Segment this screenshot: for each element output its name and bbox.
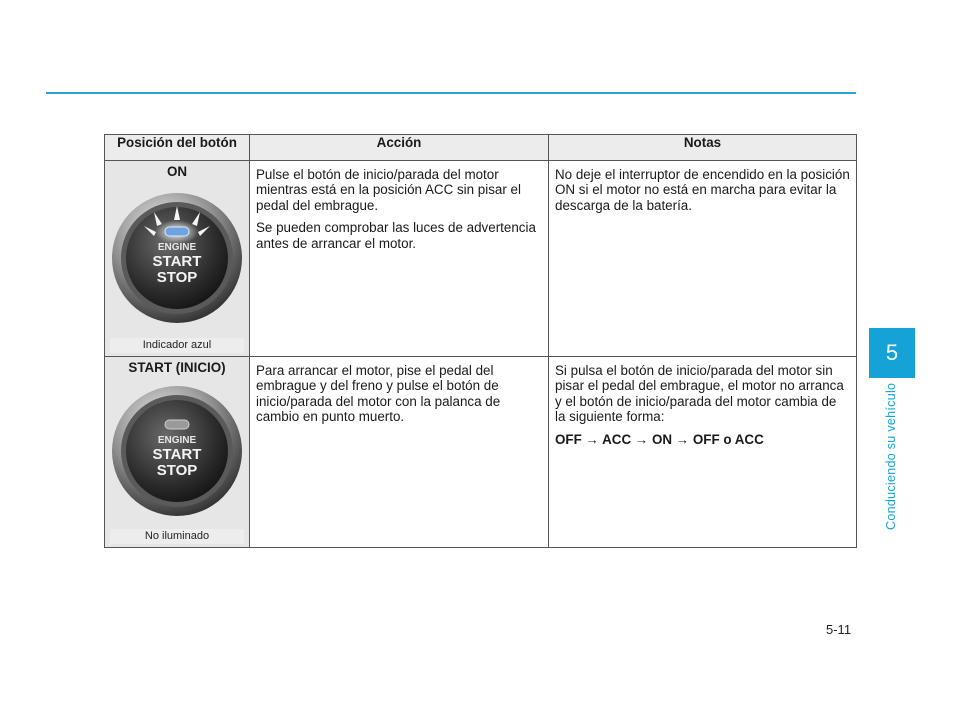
svg-text:STOP: STOP — [156, 269, 198, 286]
action-cell — [250, 161, 549, 357]
table-header-row — [105, 135, 857, 161]
svg-text:ENGINE: ENGINE — [157, 242, 197, 253]
table-row — [105, 357, 857, 548]
notes-text: Si pulsa el botón de inicio/parada del motor sin pisar el pedal del embrague, el motor no arranca y el botón de inicio/parada del motor cambia de la siguiente forma: — [555, 363, 844, 425]
position-label: START (INICIO) — [128, 360, 226, 375]
notes-text: No deje el interruptor de encendido en la posición ON si el motor no está en marcha para evitar la descarga de la batería. — [555, 167, 850, 213]
page-number: 5-11 — [826, 622, 852, 637]
header-notes: Notas — [549, 135, 857, 161]
chapter-number-tab — [869, 328, 915, 378]
image-caption: No iluminado — [110, 529, 244, 544]
notes-sequence: OFF → ACC → ON → OFF o ACC — [555, 431, 764, 447]
top-rule — [46, 92, 856, 94]
svg-text:START: START — [152, 253, 202, 270]
action-text: Pulse el botón de inicio/parada del motor mientras está en la posición ACC sin pisar el pedal del embrague. — [256, 167, 521, 213]
chapter-number: 5 — [885, 340, 899, 365]
notes-cell — [549, 357, 857, 548]
engine-start-stop-button-unlit-icon — [110, 379, 244, 517]
action-text: Se pueden comprobar las luces de advertencia antes de arrancar el motor. — [256, 220, 536, 251]
position-cell — [105, 161, 250, 357]
action-text: Para arrancar el motor, pise el pedal del embrague y del freno y pulse el botón de inicio/parada del motor con la palanca de cambio en punto muerto. — [256, 363, 501, 425]
header-position: Posición del botón — [105, 135, 250, 161]
svg-text:START: START — [152, 446, 202, 463]
svg-text:STOP: STOP — [156, 462, 198, 479]
header-action: Acción — [250, 135, 549, 161]
image-caption: Indicador azul — [110, 338, 244, 353]
chapter-title: Conduciendo su vehículo — [884, 382, 898, 530]
action-cell — [250, 357, 549, 548]
engine-start-stop-button-lit-icon — [110, 186, 244, 324]
table-row — [105, 161, 857, 357]
svg-text:ENGINE: ENGINE — [157, 435, 197, 446]
position-cell — [105, 357, 250, 548]
position-label: ON — [166, 164, 188, 179]
button-position-table — [104, 134, 857, 548]
notes-cell — [549, 161, 857, 357]
